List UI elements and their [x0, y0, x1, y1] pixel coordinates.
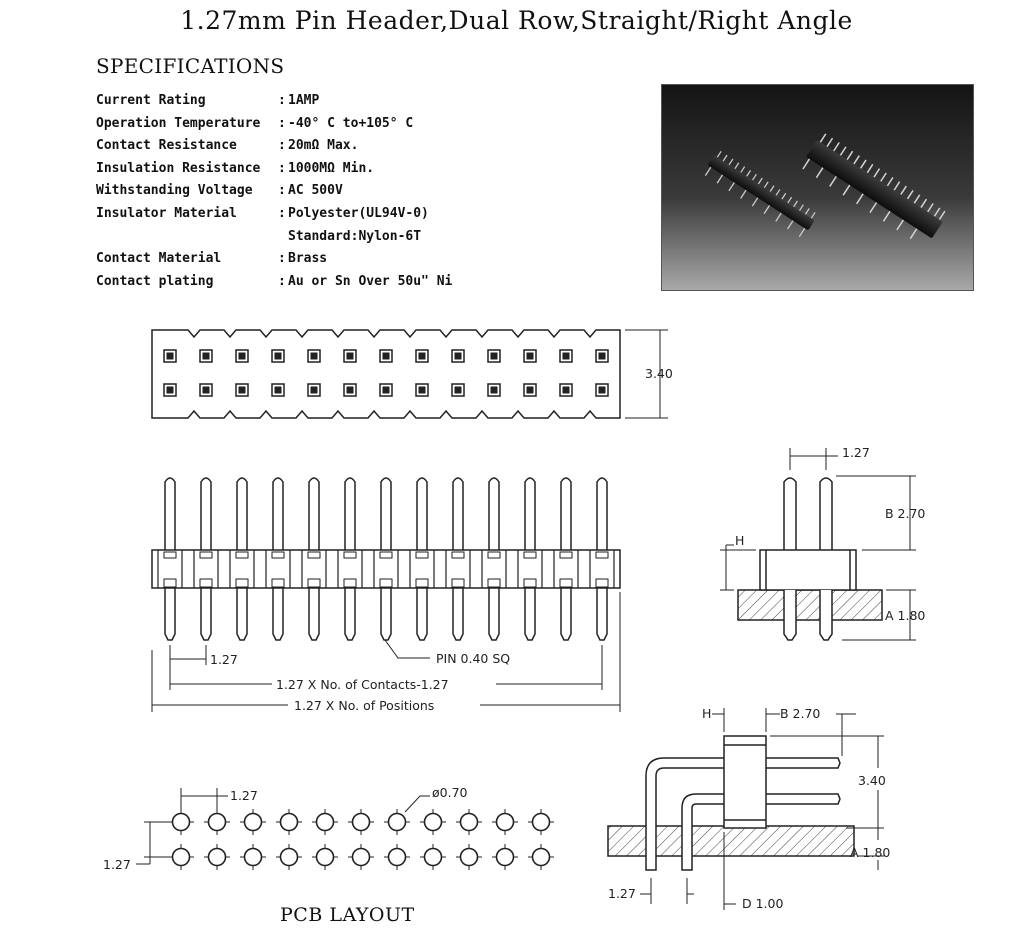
spec-row-contact-plating: Contact plating : Au or Sn Over 50u" Ni — [96, 271, 452, 294]
body-pin-slot — [488, 579, 500, 587]
top-view-pin-grid — [164, 350, 608, 396]
spec-row-operation-temperature: Operation Temperature : -40° C to+105° C — [96, 113, 452, 136]
pcb-hole — [497, 849, 514, 866]
body-pin-slot — [344, 579, 356, 587]
body-pin-slot — [380, 579, 392, 587]
body-pin-slot — [272, 579, 284, 587]
top-view-pin-core — [275, 387, 282, 394]
front-contacts-dim: 1.27 X No. of Contacts-1.27 — [276, 677, 449, 692]
front-pin-upper — [525, 478, 535, 550]
pcb-hole — [173, 849, 190, 866]
spec-label: Contact Resistance — [96, 138, 237, 154]
spec-value: 20mΩ Max. — [288, 138, 359, 154]
pcb-hole — [389, 814, 406, 831]
spec-label: Contact Material — [96, 251, 222, 267]
right-angle-pitch: 1.27 — [608, 886, 636, 901]
pcb-hole — [353, 849, 370, 866]
front-pin-upper — [165, 478, 175, 550]
spec-label: Contact plating — [96, 273, 214, 289]
front-pin-upper — [237, 478, 247, 550]
spec-label: Insulation Resistance — [96, 160, 261, 176]
front-pin-lower — [309, 588, 319, 640]
front-pin-lower — [345, 588, 355, 640]
side-straight-pitch: 1.27 — [842, 445, 870, 460]
pcb-pitch-y: 1.27 — [103, 857, 131, 872]
top-view-pin-core — [563, 387, 570, 394]
spec-row-current-rating: Current Rating : 1AMP — [96, 90, 452, 113]
front-pin-upper — [453, 478, 463, 550]
top-view-pin-core — [383, 387, 390, 394]
front-pin-upper — [489, 478, 499, 550]
top-view-pin-core — [167, 353, 174, 360]
pcb-hole — [533, 814, 550, 831]
body-pin-slot — [524, 579, 536, 587]
body-pin-slot — [596, 579, 608, 587]
front-pin-upper — [597, 478, 607, 550]
top-view-pin-core — [563, 353, 570, 360]
spec-value: AC 500V — [288, 183, 343, 199]
pcb-hole — [497, 814, 514, 831]
pcb-hole — [389, 849, 406, 866]
front-pin-lower — [273, 588, 283, 640]
top-view-pin-core — [203, 353, 210, 360]
spec-row-insulation-resistance: Insulation Resistance : 1000MΩ Min. — [96, 158, 452, 181]
pcb-hole — [425, 814, 442, 831]
pcb-hole — [317, 814, 334, 831]
pcb-hole — [425, 849, 442, 866]
spec-value: Au or Sn Over 50u" Ni — [288, 273, 453, 289]
top-view-pin-core — [599, 387, 606, 394]
body-pin-slot — [200, 579, 212, 587]
right-angle-height: 3.40 — [858, 773, 886, 788]
pcb-hole — [209, 849, 226, 866]
pcb-hole — [245, 849, 262, 866]
pcb-hole — [317, 849, 334, 866]
spec-value: 1AMP — [288, 93, 320, 108]
pcb-hole — [281, 849, 298, 866]
top-view-pin-core — [275, 353, 282, 360]
spec-label: Operation Temperature — [96, 115, 261, 131]
pcb-hole-grid — [168, 809, 554, 870]
side-straight-a-dim: A 1.80 — [885, 608, 926, 623]
front-pin-lower — [165, 588, 175, 640]
top-view-pin-core — [419, 353, 426, 360]
front-pin-upper — [561, 478, 571, 550]
front-pin-note: PIN 0.40 SQ — [436, 651, 511, 666]
front-pin-upper — [309, 478, 319, 550]
top-view-pin-core — [491, 387, 498, 394]
pcb-hole — [533, 849, 550, 866]
pcb-hole — [461, 849, 478, 866]
top-view-pin-core — [347, 353, 354, 360]
front-pin-upper — [201, 478, 211, 550]
top-view-pin-core — [311, 353, 318, 360]
front-pin-lower — [453, 588, 463, 640]
front-pin-lower — [201, 588, 211, 640]
front-pin-lower — [561, 588, 571, 640]
top-view-pin-core — [311, 387, 318, 394]
pcb-hole — [461, 814, 478, 831]
spec-value: Polyester(UL94V-0) — [288, 205, 429, 221]
spec-value: Standard:Nylon-6T — [288, 228, 422, 244]
top-view-pin-core — [203, 387, 210, 394]
pcb-hole — [209, 814, 226, 831]
front-pin-upper — [273, 478, 283, 550]
pcb-hole — [353, 814, 370, 831]
spec-value: -40° C to+105° C — [288, 115, 414, 131]
spec-row-contact-material: Contact Material : Brass — [96, 248, 452, 271]
top-view-pin-core — [239, 387, 246, 394]
pcb-hole — [173, 814, 190, 831]
spec-row-contact-resistance: Contact Resistance : 20mΩ Max. — [96, 135, 452, 158]
body-pin-slot — [236, 579, 248, 587]
page-title: 1.27mm Pin Header,Dual Row,Straight/Right Angle — [180, 6, 853, 35]
front-pin-lower — [417, 588, 427, 640]
front-pin-lower — [525, 588, 535, 640]
body-pin-slot — [308, 579, 320, 587]
body-pin-slot — [164, 579, 176, 587]
front-pin-lower — [489, 588, 499, 640]
pcb-hole — [245, 814, 262, 831]
spec-label: Current Rating — [96, 93, 206, 108]
body-pin-slot — [452, 579, 464, 587]
pcb-hole-dia: ø0.70 — [432, 785, 468, 800]
right-angle-h: H — [702, 706, 712, 721]
top-view-pin-core — [527, 387, 534, 394]
top-view-pin-core — [491, 353, 498, 360]
spec-label: Insulator Material — [96, 205, 237, 221]
front-pin-upper — [381, 478, 391, 550]
pcb-hole — [281, 814, 298, 831]
spec-row-insulator-material: Insulator Material : Polyester(UL94V-0) — [96, 203, 452, 226]
side-straight-h: H — [735, 533, 745, 548]
body-pin-slot — [416, 579, 428, 587]
side-straight-b-dim: B 2.70 — [885, 506, 926, 521]
specifications-heading: SPECIFICATIONS — [96, 54, 285, 78]
right-angle-view — [608, 736, 854, 870]
top-view-pin-core — [455, 353, 462, 360]
right-angle-a-dim: A 1.80 — [850, 845, 891, 860]
spec-row-withstanding-voltage: Withstanding Voltage : AC 500V — [96, 180, 452, 203]
right-angle-b-dim: B 2.70 — [780, 706, 821, 721]
front-pitch-dim: 1.27 — [210, 652, 238, 667]
top-view-pin-core — [347, 387, 354, 394]
side-straight-view — [738, 478, 882, 640]
spec-label: Withstanding Voltage — [96, 183, 253, 199]
body-pin-slot — [560, 579, 572, 587]
front-positions-dim: 1.27 X No. of Positions — [294, 698, 435, 713]
top-view-pin-core — [599, 353, 606, 360]
front-pin-upper — [417, 478, 427, 550]
front-pin-lower — [237, 588, 247, 640]
right-angle-d-dim: D 1.00 — [742, 896, 784, 911]
top-view-pin-core — [167, 387, 174, 394]
spec-value: Brass — [288, 251, 328, 267]
pcb-layout-caption: PCB LAYOUT — [280, 904, 415, 926]
top-view-pin-core — [383, 353, 390, 360]
front-pin-upper — [345, 478, 355, 550]
top-view-pin-core — [527, 353, 534, 360]
top-view-pin-core — [455, 387, 462, 394]
pcb-pitch-x: 1.27 — [230, 788, 258, 803]
top-view-height-dim: 3.40 — [645, 366, 673, 381]
top-view-pin-core — [419, 387, 426, 394]
top-view-pin-core — [239, 353, 246, 360]
front-pin-lower — [597, 588, 607, 640]
spec-value: 1000MΩ Min. — [288, 160, 375, 176]
front-pin-lower — [381, 588, 391, 640]
top-view — [152, 330, 620, 418]
